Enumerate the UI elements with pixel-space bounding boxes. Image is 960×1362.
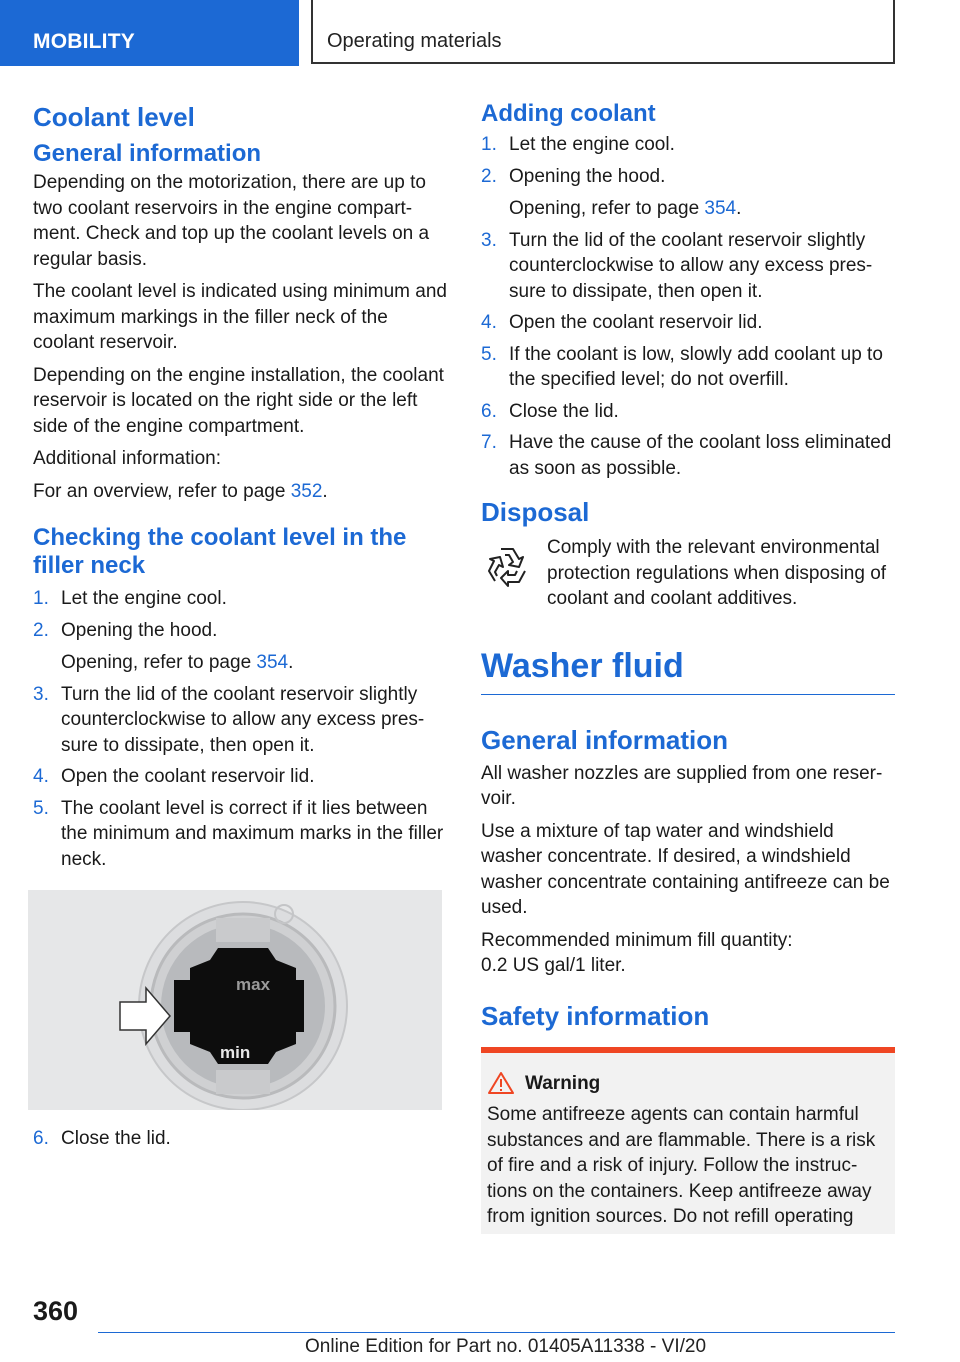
warning-box <box>481 1047 895 1234</box>
page-link-352[interactable]: 352 <box>290 480 323 502</box>
paragraph: Use a mixture of tap water and windshield washer concentrate. If desired, a windshield washer concentrate containing antifreeze can be used. <box>481 820 890 918</box>
list-item: 7. Have the cause of the coolant loss eliminated as soon as possible. <box>481 432 892 479</box>
disposal-text: Comply with the relevant environmental protection regulations when disposing of coolant and coolant additives. <box>547 537 887 609</box>
heading-checking-coolant: Checking the coolant level in the filler neck <box>33 524 407 579</box>
list-item: 5. The coolant level is correct if it lies between the minimum and maximum marks in the filler neck. <box>33 797 444 870</box>
list-item: 5. If the coolant is low, slowly add coolant up to the specified level; do not overfill. <box>481 343 883 390</box>
warning-header <box>487 1071 889 1097</box>
list-item: 2. Opening the hood. Opening, refer to page 354. <box>481 165 742 219</box>
disposal-note <box>481 535 895 612</box>
heading-adding-coolant: Adding coolant <box>481 100 656 127</box>
left-column <box>33 100 447 1158</box>
max-mark: max <box>236 975 271 994</box>
list-item: 6. Close the lid. <box>33 1128 171 1149</box>
warning-text: Some antifreeze agents can contain harmful substances and are flammable. There is a risk of fire and a risk of injury. Follow the instruc-tions on the containers. Keep antifreeze away from ignition sources. Do not refill operating <box>487 1104 876 1227</box>
warning-label: Warning <box>525 1072 601 1094</box>
list-item: 6. Close the lid. <box>481 400 619 422</box>
check-steps-list-cont <box>33 1126 447 1152</box>
footer-edition: Online Edition for Part no. 01405A11338 - VI/20 <box>305 1336 707 1357</box>
list-item: 4. Open the coolant reservoir lid. <box>481 312 763 333</box>
filler-neck-illustration <box>28 890 442 1110</box>
check-steps-list <box>33 586 447 872</box>
list-item: 4. Open the coolant reservoir lid. <box>33 766 315 787</box>
list-item: 3. Turn the lid of the coolant reservoir slightly counterclockwise to allow any excess pres-sure to dissipate, then open it. <box>481 229 873 302</box>
list-item: 3. Turn the lid of the coolant reservoir slightly counterclockwise to allow any excess pres-sure to dissipate, then open it. <box>33 683 425 756</box>
section-title-washer-fluid: Washer fluid <box>481 646 895 695</box>
paragraph: Depending on the engine installation, the coolant reservoir is located on the right side or the left side of the engine compartment. <box>33 364 444 437</box>
heading-safety-information: Safety information <box>481 1000 710 1031</box>
recycle-icon <box>481 541 533 593</box>
list-item: 2. Opening the hood. Opening, refer to page 354. <box>33 619 294 673</box>
page-number: 360 <box>33 1296 79 1326</box>
filler-neck-drawing <box>28 890 442 1110</box>
paragraph: For an overview, refer to page 352. <box>33 480 328 502</box>
page-link-354[interactable]: 354 <box>256 652 289 673</box>
page-link-354[interactable]: 354 <box>704 198 737 219</box>
paragraph: Depending on the motorization, there are up to two coolant reservoirs in the engine compart-ment. Check and top up the coolant levels on a regular basis. <box>33 172 430 270</box>
heading-washer-general-information: General information <box>481 724 729 755</box>
footer-divider <box>98 1332 895 1333</box>
adding-steps-list <box>481 132 895 481</box>
paragraph: The coolant level is indicated using minimum and maximum markings in the filler neck of the coolant reservoir. <box>33 281 447 353</box>
heading-disposal: Disposal <box>481 497 590 527</box>
warning-triangle-icon <box>487 1071 515 1095</box>
paragraph: Recommended minimum fill quantity: 0.2 US gal/1 liter. <box>481 929 793 976</box>
right-column <box>481 100 895 1234</box>
paragraph: All washer nozzles are supplied from one reser-voir. <box>481 762 883 809</box>
chapter-tab[interactable]: Operating materials <box>311 0 895 64</box>
page-header <box>0 0 960 66</box>
section-title-coolant-level: Coolant level <box>33 102 195 132</box>
section-tab[interactable]: MOBILITY <box>0 0 299 66</box>
list-item: 1. Let the engine cool. <box>33 588 227 609</box>
paragraph: Additional information: <box>33 448 221 469</box>
min-mark: min <box>220 1043 251 1062</box>
list-item: 1. Let the engine cool. <box>481 134 675 155</box>
heading-general-information: General information <box>33 140 262 167</box>
